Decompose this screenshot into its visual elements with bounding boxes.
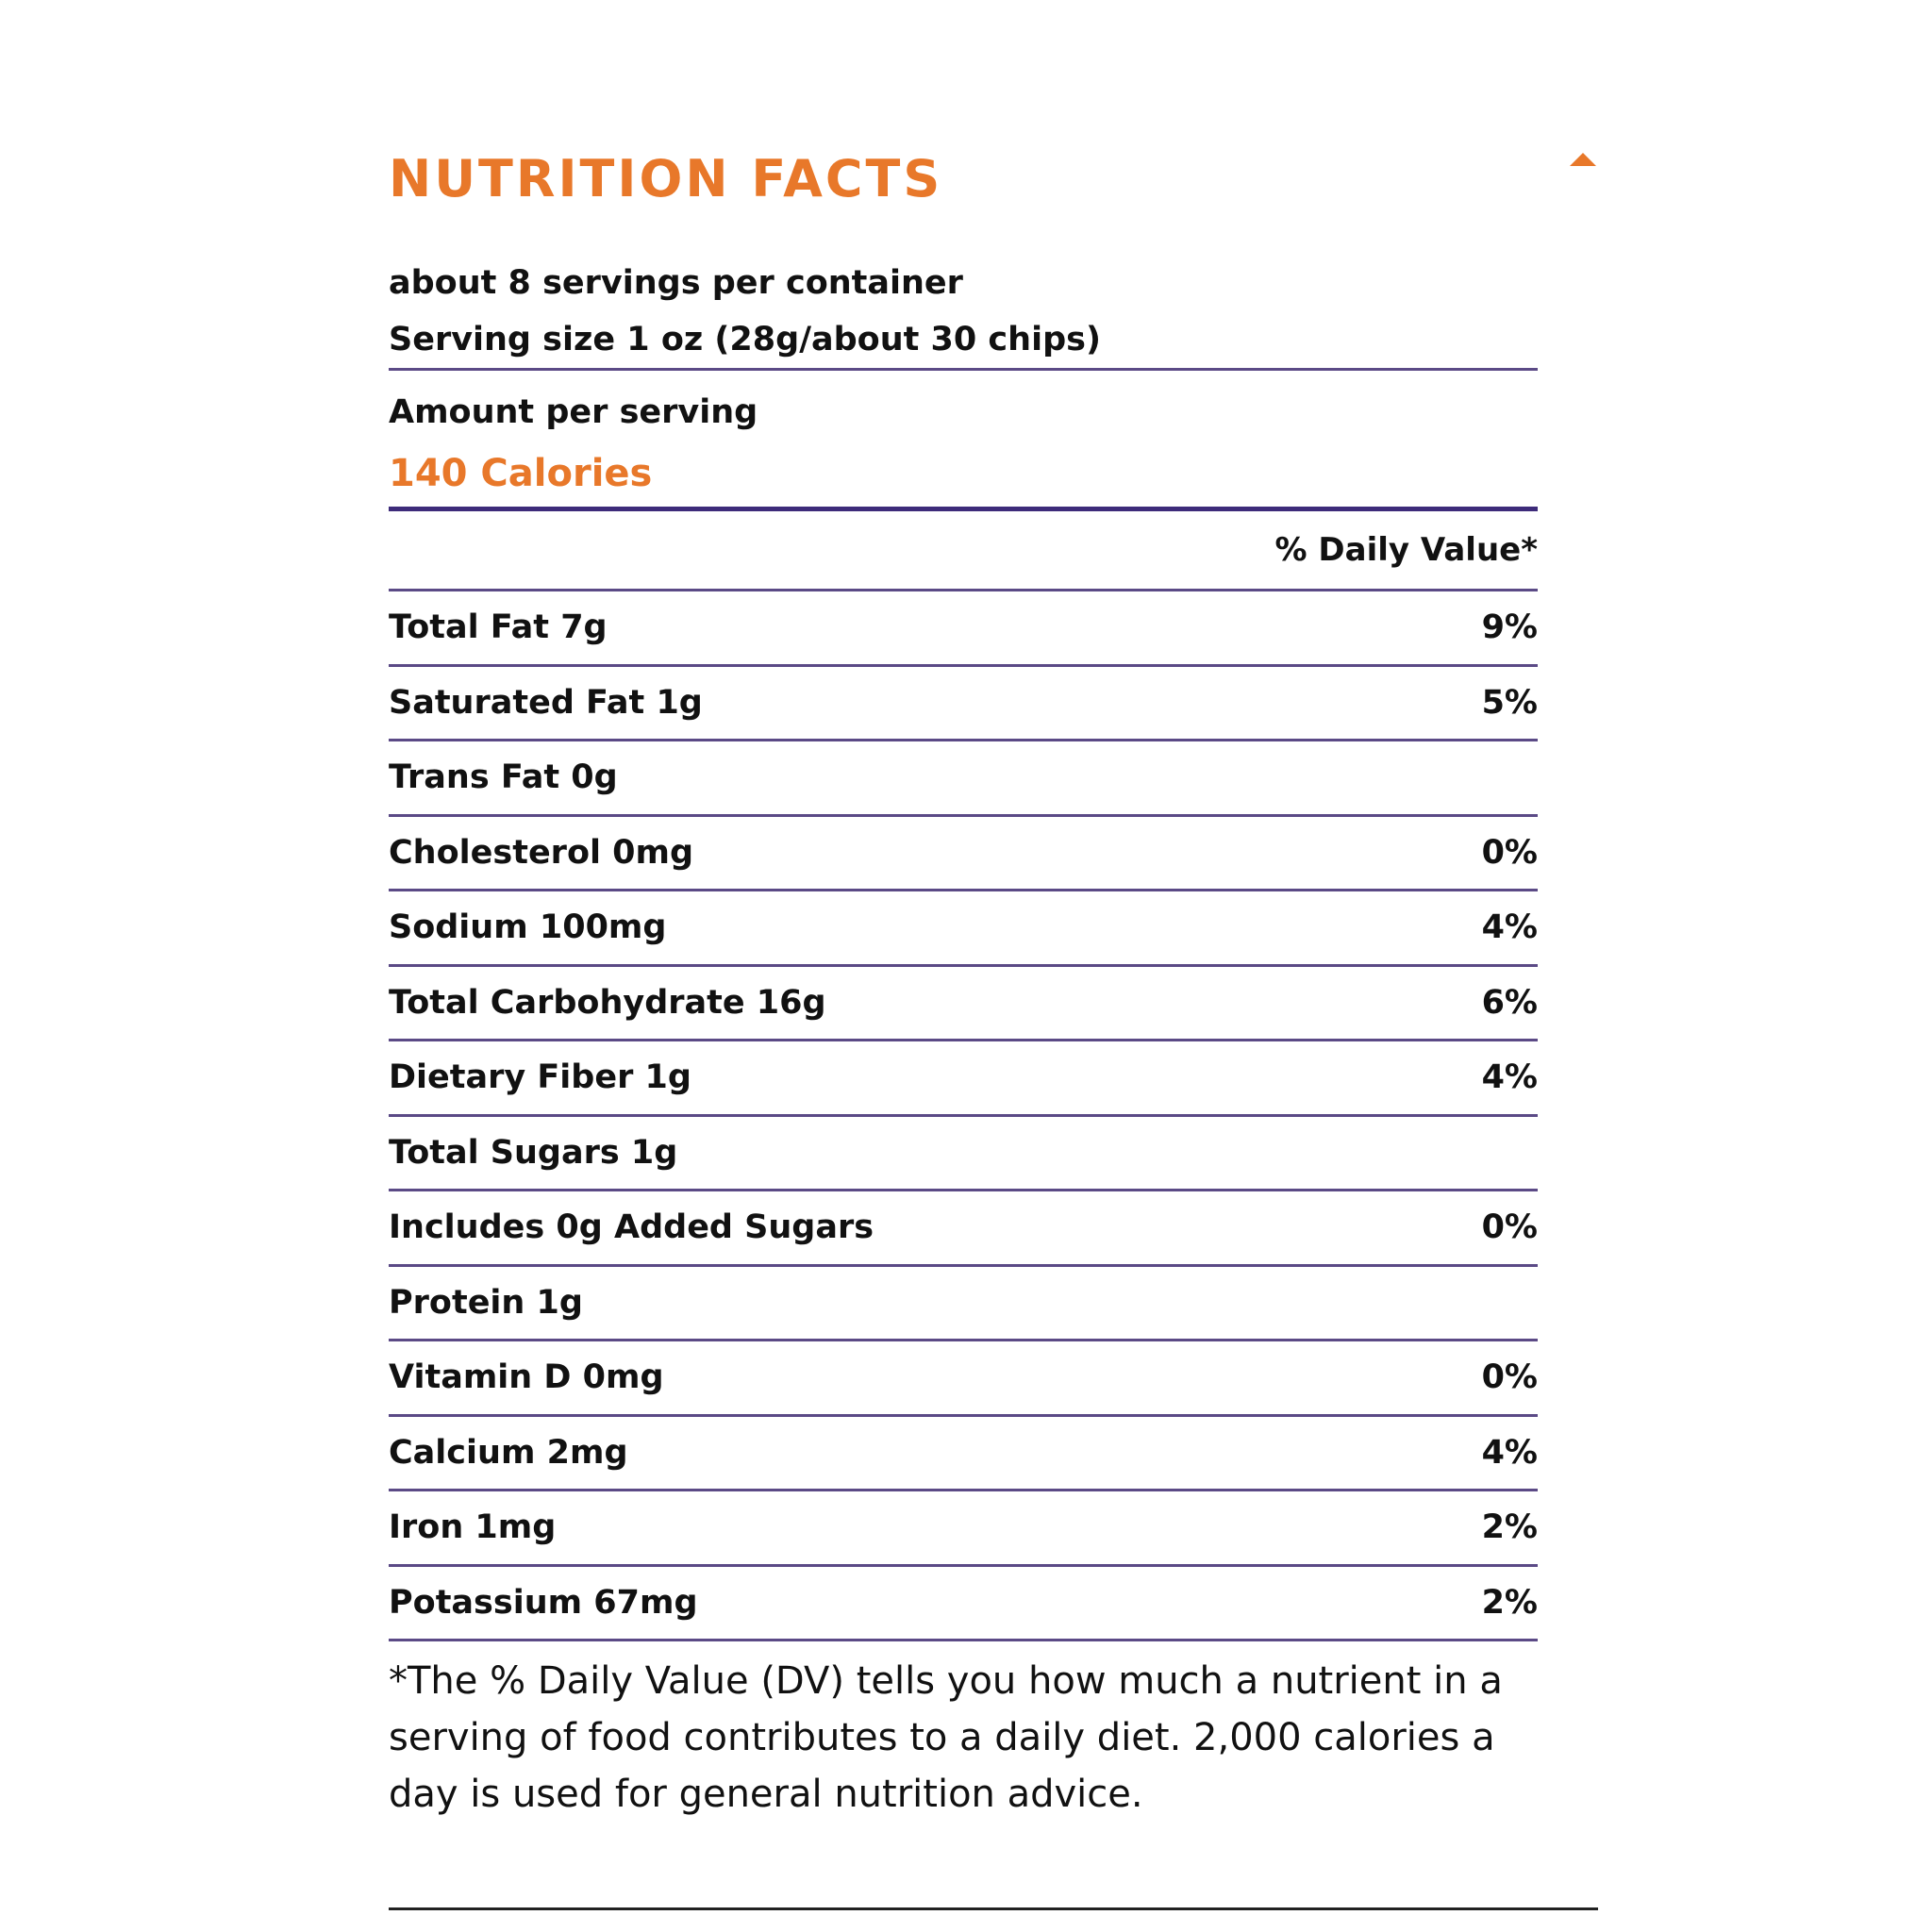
nutrient-daily-value: 0%: [1481, 1358, 1538, 1397]
nutrient-row: [389, 967, 1538, 1042]
nutrient-daily-value: 2%: [1481, 1508, 1538, 1547]
nutrient-name: Total Sugars 1g: [389, 1133, 678, 1172]
nutrient-daily-value: 4%: [1481, 1433, 1538, 1472]
nutrient-row: [389, 1041, 1538, 1117]
nutrient-name: Cholesterol 0mg: [389, 833, 694, 872]
nutrient-name: Includes 0g Added Sugars: [389, 1208, 874, 1247]
caret-up-icon: [1566, 147, 1600, 172]
nutrient-row: [389, 591, 1538, 667]
nutrient-name: Saturated Fat 1g: [389, 683, 703, 722]
nutrient-daily-value: 0%: [1481, 833, 1538, 872]
nutrient-row: [389, 741, 1538, 817]
nutrient-name: Vitamin D 0mg: [389, 1358, 664, 1397]
nutrient-daily-value: 6%: [1481, 983, 1538, 1022]
nutrient-name: Total Carbohydrate 16g: [389, 983, 826, 1022]
daily-value-header-label: % Daily Value*: [1274, 531, 1538, 569]
collapse-button[interactable]: [1566, 147, 1600, 172]
nutrition-label: [389, 255, 1538, 1823]
nutrient-row: [389, 1191, 1538, 1267]
nutrient-name: Sodium 100mg: [389, 908, 667, 947]
nutrient-name: Protein 1g: [389, 1283, 583, 1322]
serving-size: Serving size 1 oz (28g/about 30 chips): [389, 321, 1101, 358]
calories-value: 140 Calories: [389, 452, 653, 495]
nutrient-row: [389, 1417, 1538, 1492]
nutrient-row: [389, 1567, 1538, 1642]
nutrient-daily-value: 9%: [1481, 608, 1538, 647]
nutrient-name: Total Fat 7g: [389, 608, 608, 647]
nutrient-row: [389, 1341, 1538, 1417]
nutrient-name: Trans Fat 0g: [389, 758, 618, 797]
nutrient-daily-value: 2%: [1481, 1583, 1538, 1622]
nutrient-daily-value: 5%: [1481, 683, 1538, 722]
daily-value-footnote: *The % Daily Value (DV) tells you how much a nutrient in a serving of food contributes to a daily diet. 2,000 calories a day is used for general nutrition advice.: [389, 1659, 1503, 1816]
nutrient-name: Iron 1mg: [389, 1508, 557, 1547]
nutrient-row: [389, 1117, 1538, 1192]
nutrient-list: [389, 591, 1538, 1641]
nutrient-name: Dietary Fiber 1g: [389, 1058, 691, 1097]
nutrient-row: [389, 817, 1538, 892]
amount-per-serving-label: Amount per serving: [389, 393, 758, 431]
servings-per-container: about 8 servings per container: [389, 264, 963, 302]
nutrient-row: [389, 891, 1538, 967]
bottom-divider: [389, 1907, 1598, 1910]
daily-value-header: [389, 511, 1538, 589]
nutrient-name: Potassium 67mg: [389, 1583, 698, 1622]
nutrient-row: [389, 1491, 1538, 1567]
nutrient-daily-value: 4%: [1481, 1058, 1538, 1097]
divider: [389, 368, 1538, 371]
nutrient-daily-value: 4%: [1481, 908, 1538, 947]
page-title: NUTRITION FACTS: [389, 149, 943, 208]
nutrient-name: Calcium 2mg: [389, 1433, 628, 1472]
nutrient-row: [389, 1267, 1538, 1342]
nutrient-row: [389, 667, 1538, 742]
nutrient-daily-value: 0%: [1481, 1208, 1538, 1247]
